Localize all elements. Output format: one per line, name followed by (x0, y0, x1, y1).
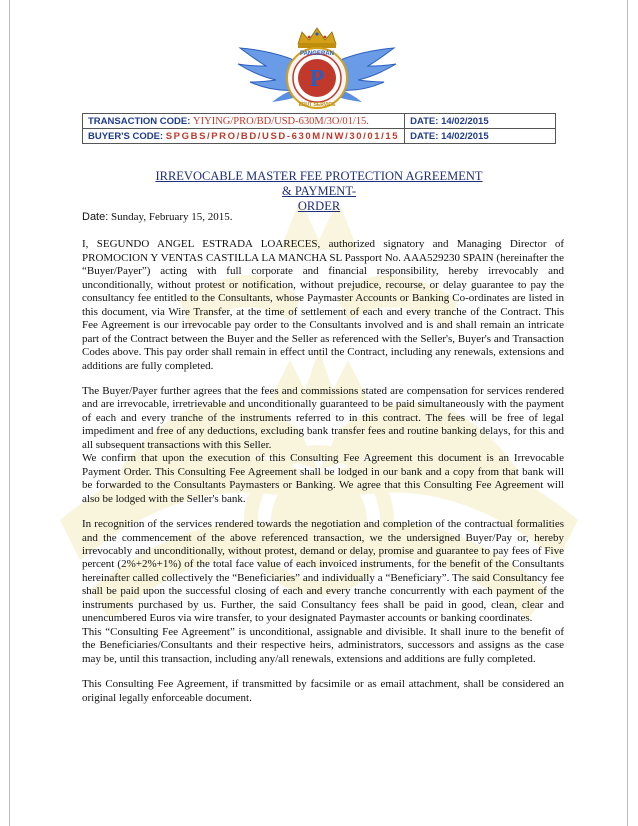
paragraph-fees-compensation: The Buyer/Payer further agrees that the fees and commissions stated are compensation for services rendered and are irrevocable, irretrievable and unconditionally guaranteed to be paid simultaneously with the payment of each and every tranche of the instruments referred to in this contract. The fees will be free of legal impediment and free of any deductions, excluding bank transfer fees and routine banking delays, for this and all subsequent transactions with this Seller. (82, 384, 564, 451)
paragraph-assignable: This “Consulting Fee Agreement” is unconditional, assignable and divisible. It shall inure to the benefit of the Beneficiaries/Consultants and their respective heirs, administrators, successors and assigns as the case may be, until this transaction, including any/all renewals, extensions and additions are fully completed. (82, 625, 564, 665)
transaction-date-value: 14/02/2015 (441, 115, 489, 127)
transaction-code-value: YIYING/PRO/BD/USD-630M/3O/01/15. (193, 115, 369, 127)
agreement-body (82, 211, 564, 705)
buyer-date-label: DATE: (410, 130, 439, 142)
title-line-3: ORDER (297, 199, 341, 213)
title-line-2: & PAYMENT- (282, 184, 356, 198)
paragraph-fee-terms: In recognition of the services rendered towards the negotiation and completion of the contractual formalities and the commencement of the above referenced transaction, we the undersigned Buyer/Pay or, hereby irrevocably and unconditionally, without protest, demand or delay, promise and guarantee to pay fees of Five percent (2%+2%+1%) of the total face value of each invoiced instruments, for the benefit of the Consultants hereinafter called collectively the “Beneficiaries” and individually a “Beneficiary”. The said Consultancy fee shall be paid upon the successful closing of each and every tranche concurrently with each payment of the instruments purchased by us. Further, the said Consultancy fees shall be paid in good, clean, clear and unencumbered Euros via wire transfer, to your designated Paymaster accounts or banking coordinates. (82, 518, 564, 625)
transaction-code-row (83, 114, 556, 129)
transaction-date-label: DATE: (410, 115, 439, 127)
logo-monogram: P (309, 66, 325, 92)
date-line (82, 211, 564, 224)
title-line-1: IRREVOCABLE MASTER FEE PROTECTION AGREEMENT (155, 169, 483, 183)
buyer-code-value: SPGBS/PRO/BD/USD-630M/NW/30/01/15 (165, 130, 400, 142)
paragraph-facsimile: This Consulting Fee Agreement, if transmitted by facsimile or as email attachment, shall be considered an original legally enforceable document. (82, 678, 564, 704)
date-value: Sunday, February 15, 2015. (111, 211, 233, 223)
transaction-code-label: TRANSACTION CODE: (88, 115, 191, 127)
buyer-code-label: BUYER'S CODE: (88, 130, 164, 142)
buyer-code-cell (83, 129, 405, 144)
buyer-date-value: 14/02/2015 (441, 130, 489, 142)
paragraph-payment-order: We confirm that upon the execution of this Consulting Fee Agreement this document is an Irrevocable Payment Order. This Consulting Fee Agreement shall be lodged in our bank and a copy from that bank will be forwarded to the Consultants Paymasters or Banking. We agree that this Consulting Fee Agreement will also be lodged with the Seller's bank. (82, 452, 564, 505)
transaction-code-cell (83, 114, 405, 129)
date-label: Date: (82, 211, 109, 223)
transaction-date-cell (405, 114, 556, 129)
logo-brand-bottom: EDUT SERVICE (298, 102, 336, 108)
document-title (82, 169, 556, 214)
paragraph-authorization: I, SEGUNDO ANGEL ESTRADA LOARECES, authorized signatory and Managing Director of PROMOCION Y VENTAS CASTILLA LA MANCHA SL Passport No. AAA529230 SPAIN (hereinafter the “Buyer/Payer”) acting with full corporate and financial responsibility, hereby irrevocably and unconditionally, without protest or notification, without prejudice, recourse, or delay guarantee to pay the consultancy fee entitled to the Consultants, whose Paymaster Accounts or Banking Co-ordinates are listed in this document, via Wire Transfer, at the time of settlement of each and every tranche of the Contract. This Fee Agreement is our irrevocable pay order to the Consultants involved and is and shall remain an intricate part of the Contract between the Buyer and the Seller as referenced with the Seller's, Buyer's and Transaction Codes above. This pay order shall remain in effect until the Contract, including any renewals, extensions and additions are fully completed. (82, 238, 564, 372)
logo-brand-top: PANGERAN (300, 51, 334, 57)
buyer-code-row (83, 129, 556, 144)
transaction-codes-table (82, 113, 556, 144)
buyer-date-cell (405, 129, 556, 144)
company-logo (232, 22, 402, 118)
